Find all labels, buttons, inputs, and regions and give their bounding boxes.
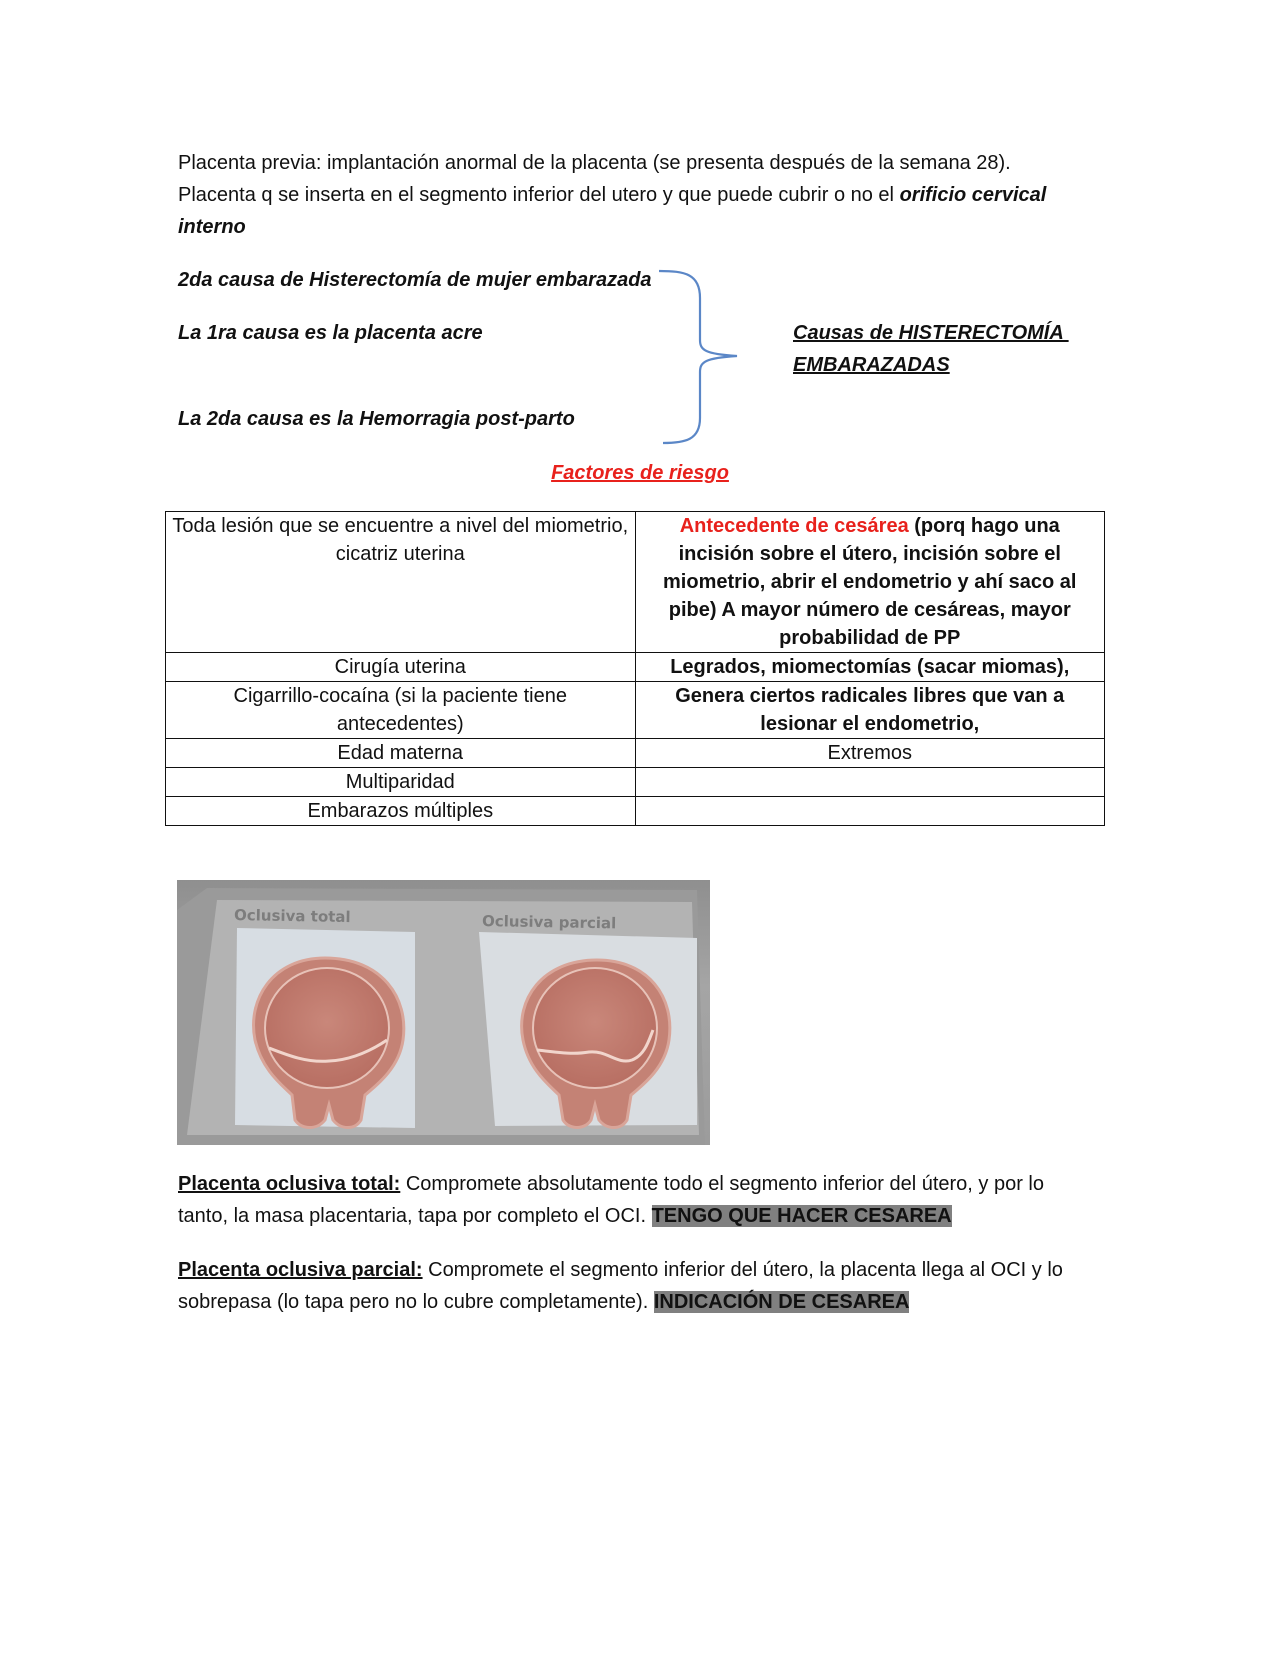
table-cell-right [635,512,1105,653]
placenta-photo [177,880,710,1145]
table-cell-left: Edad materna [166,739,636,768]
cause-item-2: La 1ra causa es la placenta acre [178,322,483,344]
highlight-indicacion-de-cesarea: INDICACIÓN DE CESAREA [653,1291,910,1313]
table-cell-right [635,768,1105,797]
bracket-label-line-2: EMBARAZADAS [793,354,950,376]
photo-label-left: Oclusiva total [233,906,351,927]
bracket-label [793,317,1093,381]
table-cell-right: Extremos [635,739,1105,768]
table-cell-right: Genera ciertos radicales libres que van a lesionar el endometrio, [635,682,1105,739]
text-oclusiva-total: Compromete absolutamente todo el segmento inferior del útero, y por lo tanto, la masa placentaria, tapa por completo el OCI. [178,1173,1044,1227]
intro-emphasis: orificio cervical [899,184,1047,206]
table-row [166,797,1105,826]
table-row [166,768,1105,797]
text-oclusiva-parcial: Compromete el segmento inferior del útero, la placenta llega al OCI y lo sobrepasa (lo tapa pero no lo cubre completamente). [178,1259,1063,1313]
intro-line-3: interno [178,216,246,238]
table-row [166,682,1105,739]
cesarean-history-text: (porq hago una incisión sobre el útero, incisión sobre el miometrio, abrir el endometrio y ahí saco al pibe) A mayor número de cesáreas, mayor probabilidad de PP [663,515,1077,649]
table-row [166,653,1105,682]
intro-line-1: Placenta previa: implantación anormal de la placenta (se presenta después de la semana 28). [178,152,1011,174]
table-cell-left: Toda lesión que se encuentre a nivel del miometrio, cicatriz uterina [166,512,636,653]
table-row [166,512,1105,653]
intro-line-2 [178,179,1098,211]
table-cell-left: Embarazos múltiples [166,797,636,826]
term-oclusiva-parcial: Placenta oclusiva parcial: [178,1259,423,1281]
table-cell-left: Multiparidad [166,768,636,797]
cause-item-1: 2da causa de Histerectomía de mujer embarazada [178,269,652,291]
curly-brace-icon [655,268,745,448]
term-oclusiva-total: Placenta oclusiva total: [178,1173,401,1195]
paragraph-oclusiva-total [178,1168,1098,1232]
paragraph-oclusiva-parcial [178,1254,1098,1318]
highlight-tengo-que-hacer-cesarea: TENGO QUE HACER CESAREA [651,1205,952,1227]
bracket-label-line-1: Causas de HISTERECTOMÍA [793,322,1069,344]
placenta-illustration [177,880,710,1145]
cause-item-3: La 2da causa es la Hemorragia post-parto [178,408,575,430]
intro-paragraph [178,147,1098,243]
table-cell-left: Cirugía uterina [166,653,636,682]
photo-label-right: Oclusiva parcial [481,912,617,933]
risk-factors-table [165,511,1105,826]
table-cell-left: Cigarrillo-cocaína (si la paciente tiene antecedentes) [166,682,636,739]
risk-factors-title: Factores de riesgo [551,462,729,484]
cesarean-history-label: Antecedente de cesárea [679,515,909,537]
table-cell-right [635,797,1105,826]
table-cell-right: Legrados, miomectomías (sacar miomas), [635,653,1105,682]
table-row [166,739,1105,768]
intro-line-2-text: Placenta q se inserta en el segmento inferior del utero y que puede cubrir o no el [178,184,900,206]
